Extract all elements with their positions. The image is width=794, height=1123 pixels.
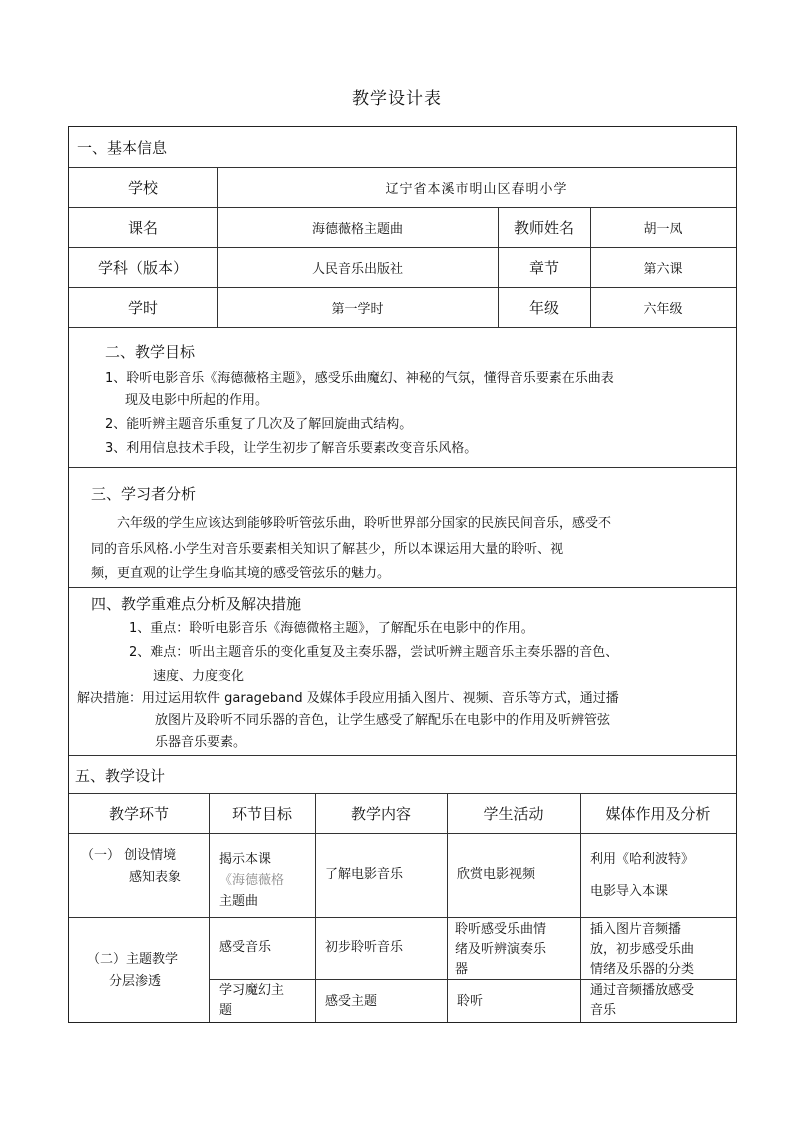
design-column-content: 教学内容 (350, 804, 411, 823)
row1-content: 了解电影音乐 (325, 867, 404, 882)
keypoint-solution-line-3: 乐器音乐要素。 (155, 735, 247, 750)
learner-line-1: 六年级的学生应该达到能够聆听管弦乐曲，聆听世界部分国家的民族民间音乐，感受不 (117, 516, 612, 531)
row2-activity-line-3: 器 (455, 962, 469, 977)
row3-media-line-2: 音乐 (590, 1003, 617, 1018)
design-column-stage: 教学环节 (108, 804, 169, 823)
row3-content: 感受主题 (325, 994, 378, 1009)
row1-goal-line-2: 《海德薇格 (219, 873, 285, 888)
course-label: 课名 (127, 218, 158, 237)
row2-stage-line-2: 分层渗透 (109, 974, 162, 989)
row2-media-line-2: 放，初步感受乐曲 (590, 942, 695, 957)
row1-stage-line-1: （一） 创设情境 (81, 848, 177, 863)
course-value: 海德薇格主题曲 (311, 221, 403, 237)
goal-item-3: 3、利用信息技术手段，让学生初步了解音乐要素改变音乐风格。 (105, 441, 478, 456)
section-basic-info-heading: 一、基本信息 (77, 139, 168, 157)
row1-stage-line-2: 感知表象 (129, 870, 182, 885)
keypoint-difficulty-line-1: 2、难点：听出主题音乐的变化重复及主奏乐器，尝试听辨主题音乐主奏乐器的音色、 (129, 645, 619, 660)
row2-media-line-3: 情绪及乐器的分类 (590, 962, 695, 977)
section-goals-heading: 二、教学目标 (105, 343, 196, 361)
row1-media-line-2: 电影导入本课 (590, 884, 669, 899)
row2-media-line-1: 插入图片音频播 (590, 922, 682, 937)
teacher-label: 教师姓名 (513, 218, 574, 237)
lesson-plan-table (68, 126, 737, 1023)
design-column-media: 媒体作用及分析 (605, 804, 711, 823)
row2-content: 初步聆听音乐 (325, 940, 404, 955)
section-keypoints-heading: 四、教学重难点分析及解决措施 (91, 595, 302, 613)
section-design-heading: 五、教学设计 (75, 767, 166, 785)
goal-item-2: 2、能听辨主题音乐重复了几次及了解回旋曲式结构。 (105, 417, 413, 432)
school-value: 辽宁省本溪市明山区春明小学 (385, 181, 568, 197)
row3-media-line-1: 通过音频播放感受 (590, 983, 695, 998)
row3-activity: 聆听 (457, 994, 484, 1009)
section-learner-heading: 三、学习者分析 (91, 485, 197, 503)
keypoint-solution-line-2: 放图片及聆听不同乐器的音色，让学生感受了解配乐在电影中的作用及听辨管弦 (155, 713, 611, 728)
row1-goal-line-3: 主题曲 (219, 894, 259, 909)
row1-goal-line-1: 揭示本课 (219, 852, 272, 867)
goal-item-1-line-2: 现及电影中所起的作用。 (125, 393, 269, 408)
row3-goal-line-1: 学习魔幻主 (219, 983, 285, 998)
keypoint-focus: 1、重点：聆听电影音乐《海德微格主题》，了解配乐在电影中的作用。 (129, 621, 534, 636)
row2-stage-line-1: （二）主题教学 (87, 952, 179, 967)
row1-media-line-1: 利用《哈利波特》 (590, 852, 695, 867)
row3-goal-line-2: 题 (219, 1003, 233, 1018)
goal-item-1-line-1: 1、聆听电影音乐《海德薇格主题》，感受乐曲魔幻、神秘的气氛，懂得音乐要素在乐曲表 (105, 371, 614, 386)
subject-value: 人民音乐出版社 (311, 261, 403, 277)
chapter-value: 第六课 (643, 261, 683, 277)
design-column-activity: 学生活动 (483, 804, 544, 823)
grade-label: 年级 (528, 298, 559, 317)
school-label: 学校 (127, 178, 158, 197)
grade-value: 六年级 (643, 301, 683, 317)
keypoint-solution-line-1: 解决措施：用过运用软件 garageband 及媒体手段应用插入图片、视频、音乐等方式，通过播 (77, 691, 619, 706)
design-column-goal: 环节目标 (231, 804, 292, 823)
teacher-value: 胡一凤 (643, 221, 683, 237)
keypoint-difficulty-line-2: 速度、力度变化 (153, 669, 245, 684)
learner-line-2: 同的音乐风格.小学生对音乐要素相关知识了解甚少，所以本课运用大量的聆听、视 (91, 542, 564, 557)
subject-label: 学科（版本） (97, 258, 188, 277)
learner-line-3: 频，更直观的让学生身临其境的感受管弦乐的魅力。 (91, 566, 391, 581)
chapter-label: 章节 (528, 258, 559, 277)
row2-activity-line-1: 聆听感受乐曲情 (455, 922, 547, 937)
period-value: 第一学时 (331, 301, 384, 317)
row2-activity-line-2: 绪及听辨演奏乐 (455, 942, 547, 957)
document-title: 教学设计表 (352, 89, 442, 109)
period-label: 学时 (127, 298, 158, 317)
row1-activity: 欣赏电影视频 (457, 867, 536, 882)
row2-goal: 感受音乐 (219, 940, 272, 955)
